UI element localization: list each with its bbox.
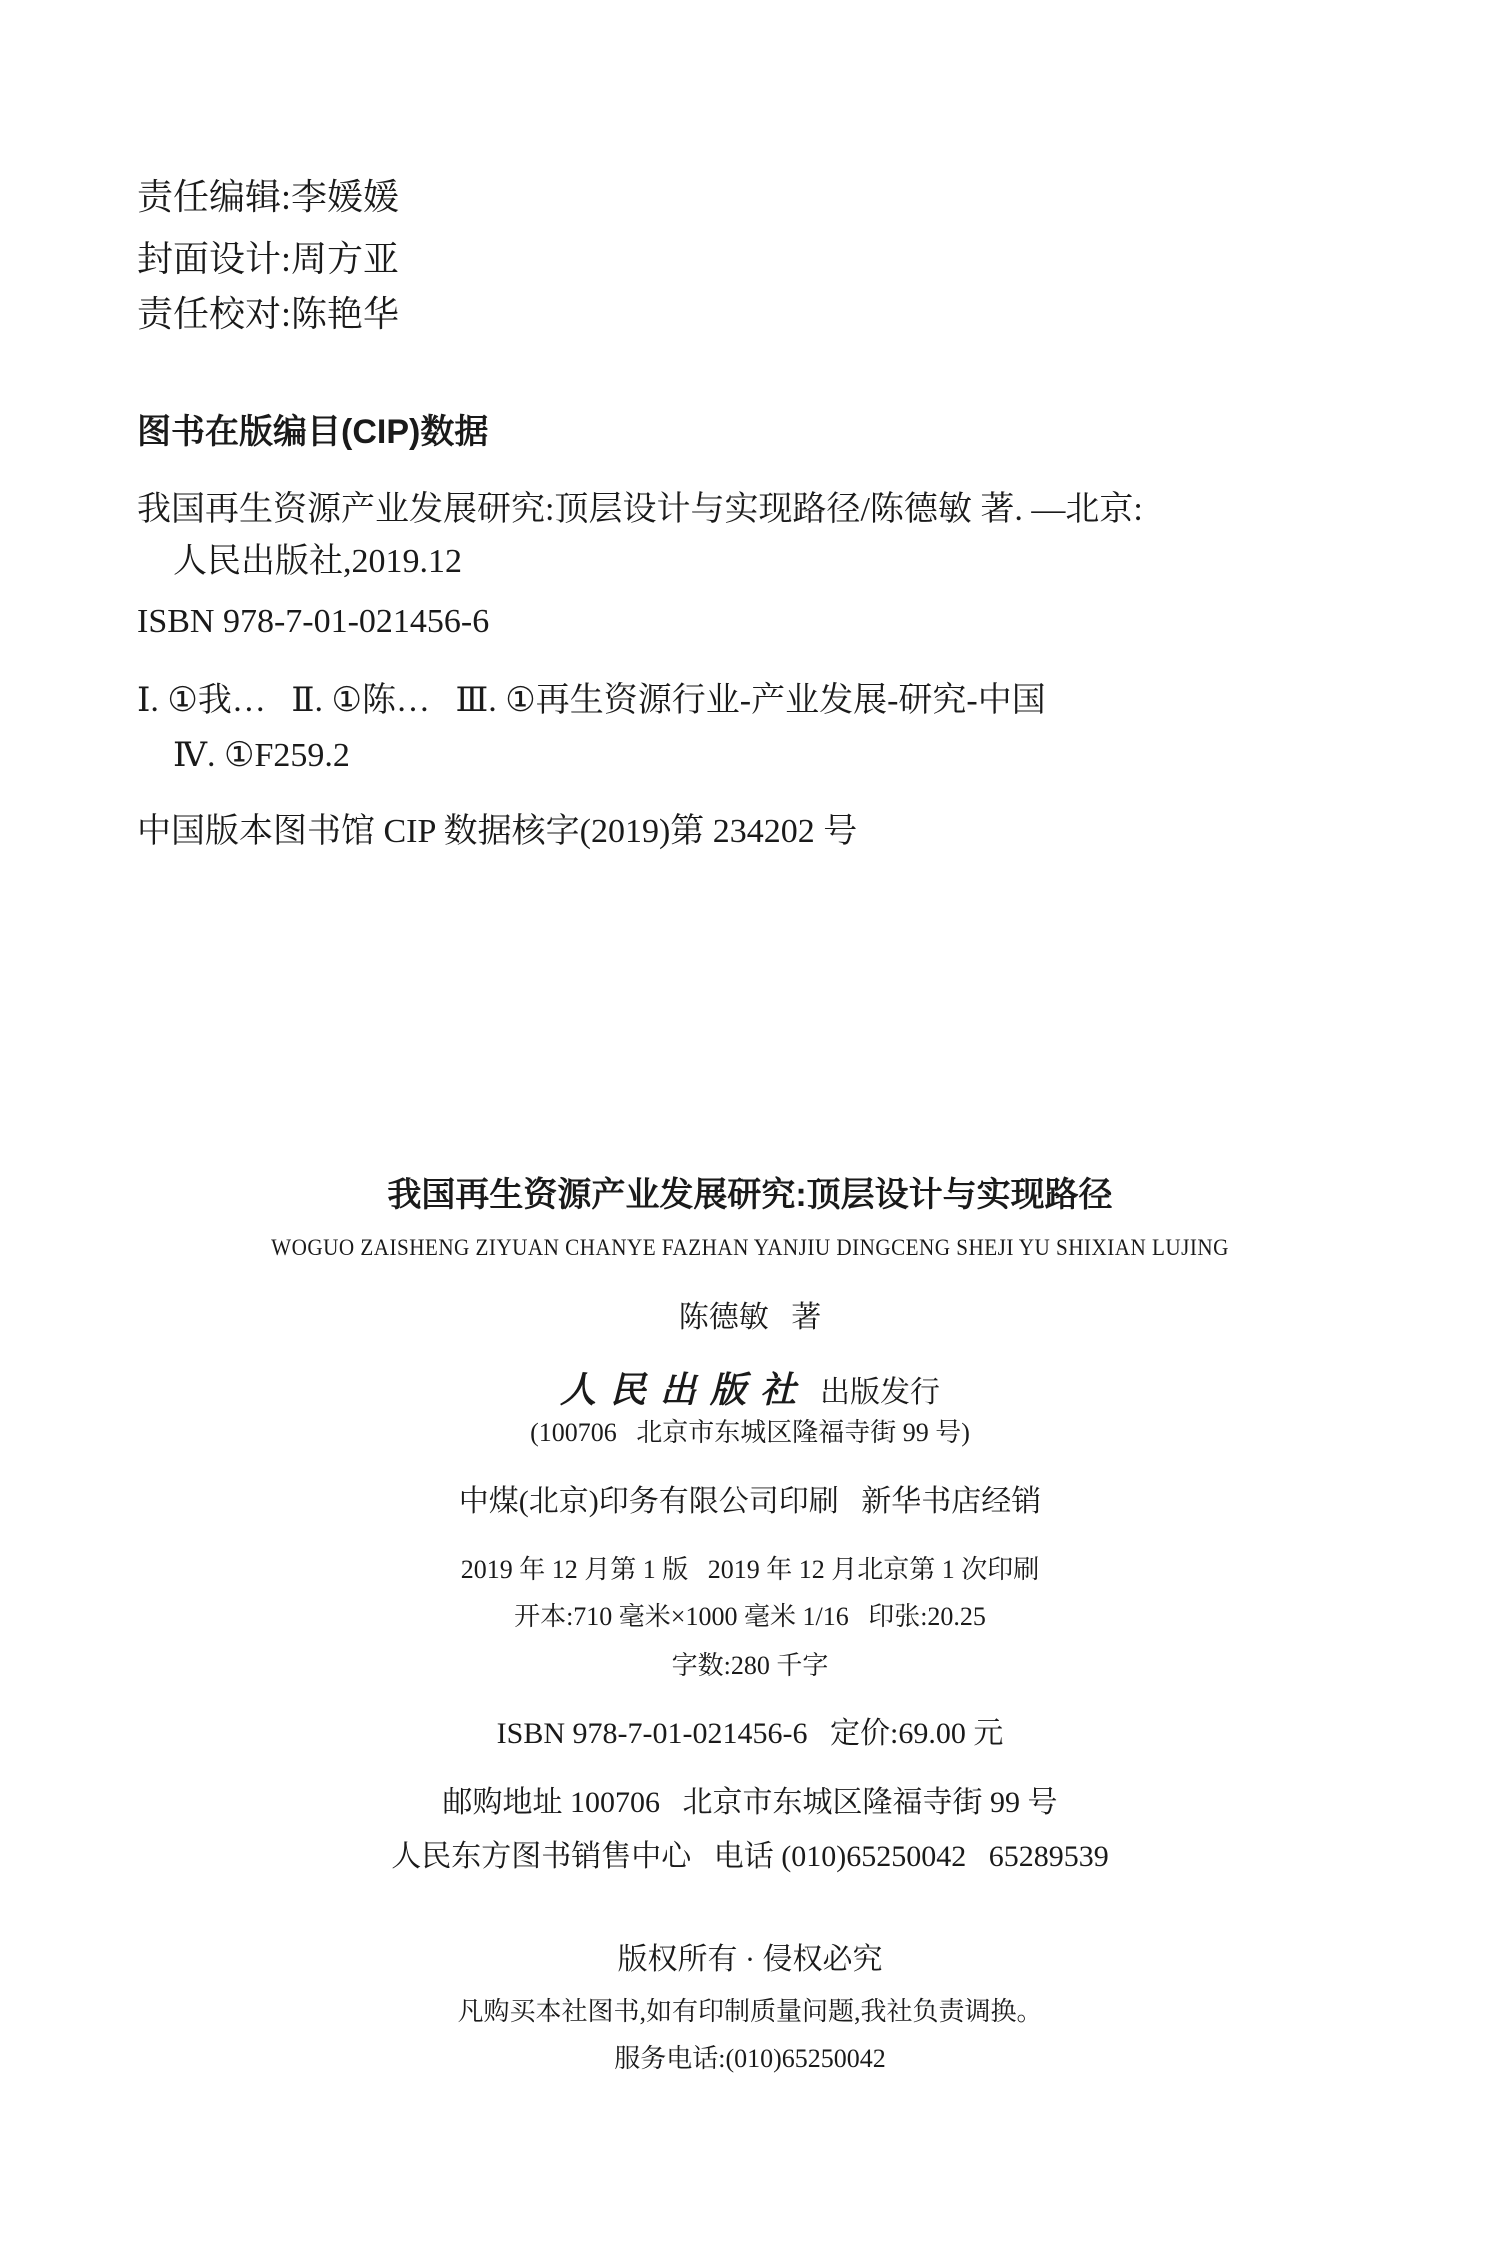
cip-subjects-line1: Ⅰ. ①我… Ⅱ. ①陈… Ⅲ. ①再生资源行业-产业发展-研究-中国 bbox=[137, 682, 1046, 719]
copyright-notice: 版权所有 · 侵权必究 bbox=[617, 1943, 883, 1976]
credit-name: 周方亚 bbox=[291, 239, 400, 279]
cip-heading: 图书在版编目(CIP)数据 bbox=[137, 413, 489, 451]
publisher-line bbox=[0, 1372, 1500, 1408]
author: 陈德敏 著 bbox=[678, 1301, 822, 1334]
mail-order-address: 邮购地址 100706 北京市东城区隆福寺街 99 号 bbox=[442, 1786, 1058, 1819]
credit-label: 封面设计 bbox=[137, 239, 282, 279]
isbn-price: ISBN 978-7-01-021456-6 定价:69.00 元 bbox=[496, 1717, 1004, 1750]
word-count: 字数:280 千字 bbox=[671, 1651, 829, 1680]
cip-approval-number: 中国版本图书馆 CIP 数据核字(2019)第 234202 号 bbox=[137, 813, 858, 850]
cip-subjects-line2: Ⅳ. ①F259.2 bbox=[173, 737, 350, 774]
edition-info: 2019 年 12 月第 1 版 2019 年 12 月北京第 1 次印刷 bbox=[460, 1555, 1040, 1584]
credit-name: 陈艳华 bbox=[291, 294, 400, 334]
cip-entry-line1: 我国再生资源产业发展研究:顶层设计与实现路径/陈德敏 著. —北京: bbox=[137, 491, 1143, 528]
credit-label: 责任校对 bbox=[137, 294, 282, 334]
credit-proofreader: 责任校对:陈艳华 bbox=[137, 294, 400, 334]
book-title-pinyin: WOGUO ZAISHENG ZIYUAN CHANYE FAZHAN YANJIU DINGCENG SHEJI YU SHIXIAN LUJING bbox=[271, 1235, 1229, 1260]
replacement-notice: 凡购买本社图书,如有印制质量问题,我社负责调换。 bbox=[457, 1997, 1043, 2026]
credit-name: 李媛媛 bbox=[291, 177, 400, 217]
publisher-address: (100706 北京市东城区隆福寺街 99 号) bbox=[530, 1418, 970, 1447]
service-phone: 服务电话:(010)65250042 bbox=[614, 2044, 886, 2073]
sales-center-phone: 人民东方图书销售中心 电话 (010)65250042 65289539 bbox=[391, 1840, 1109, 1873]
cip-entry-line2: 人民出版社,2019.12 bbox=[173, 543, 462, 580]
credit-label: 责任编辑 bbox=[137, 177, 282, 217]
cip-isbn: ISBN 978-7-01-021456-6 bbox=[137, 603, 490, 640]
publisher-suffix: 出版发行 bbox=[820, 1376, 940, 1409]
credit-cover-design: 封面设计:周方亚 bbox=[137, 239, 400, 279]
book-title: 我国再生资源产业发展研究:顶层设计与实现路径 bbox=[387, 1176, 1113, 1214]
publisher-logo: 人民出版社 bbox=[559, 1370, 810, 1410]
credit-editor: 责任编辑:李媛媛 bbox=[137, 177, 400, 217]
format-info: 开本:710 毫米×1000 毫米 1/16 印张:20.25 bbox=[514, 1602, 986, 1631]
printer-distributor: 中煤(北京)印务有限公司印刷 新华书店经销 bbox=[458, 1485, 1042, 1518]
